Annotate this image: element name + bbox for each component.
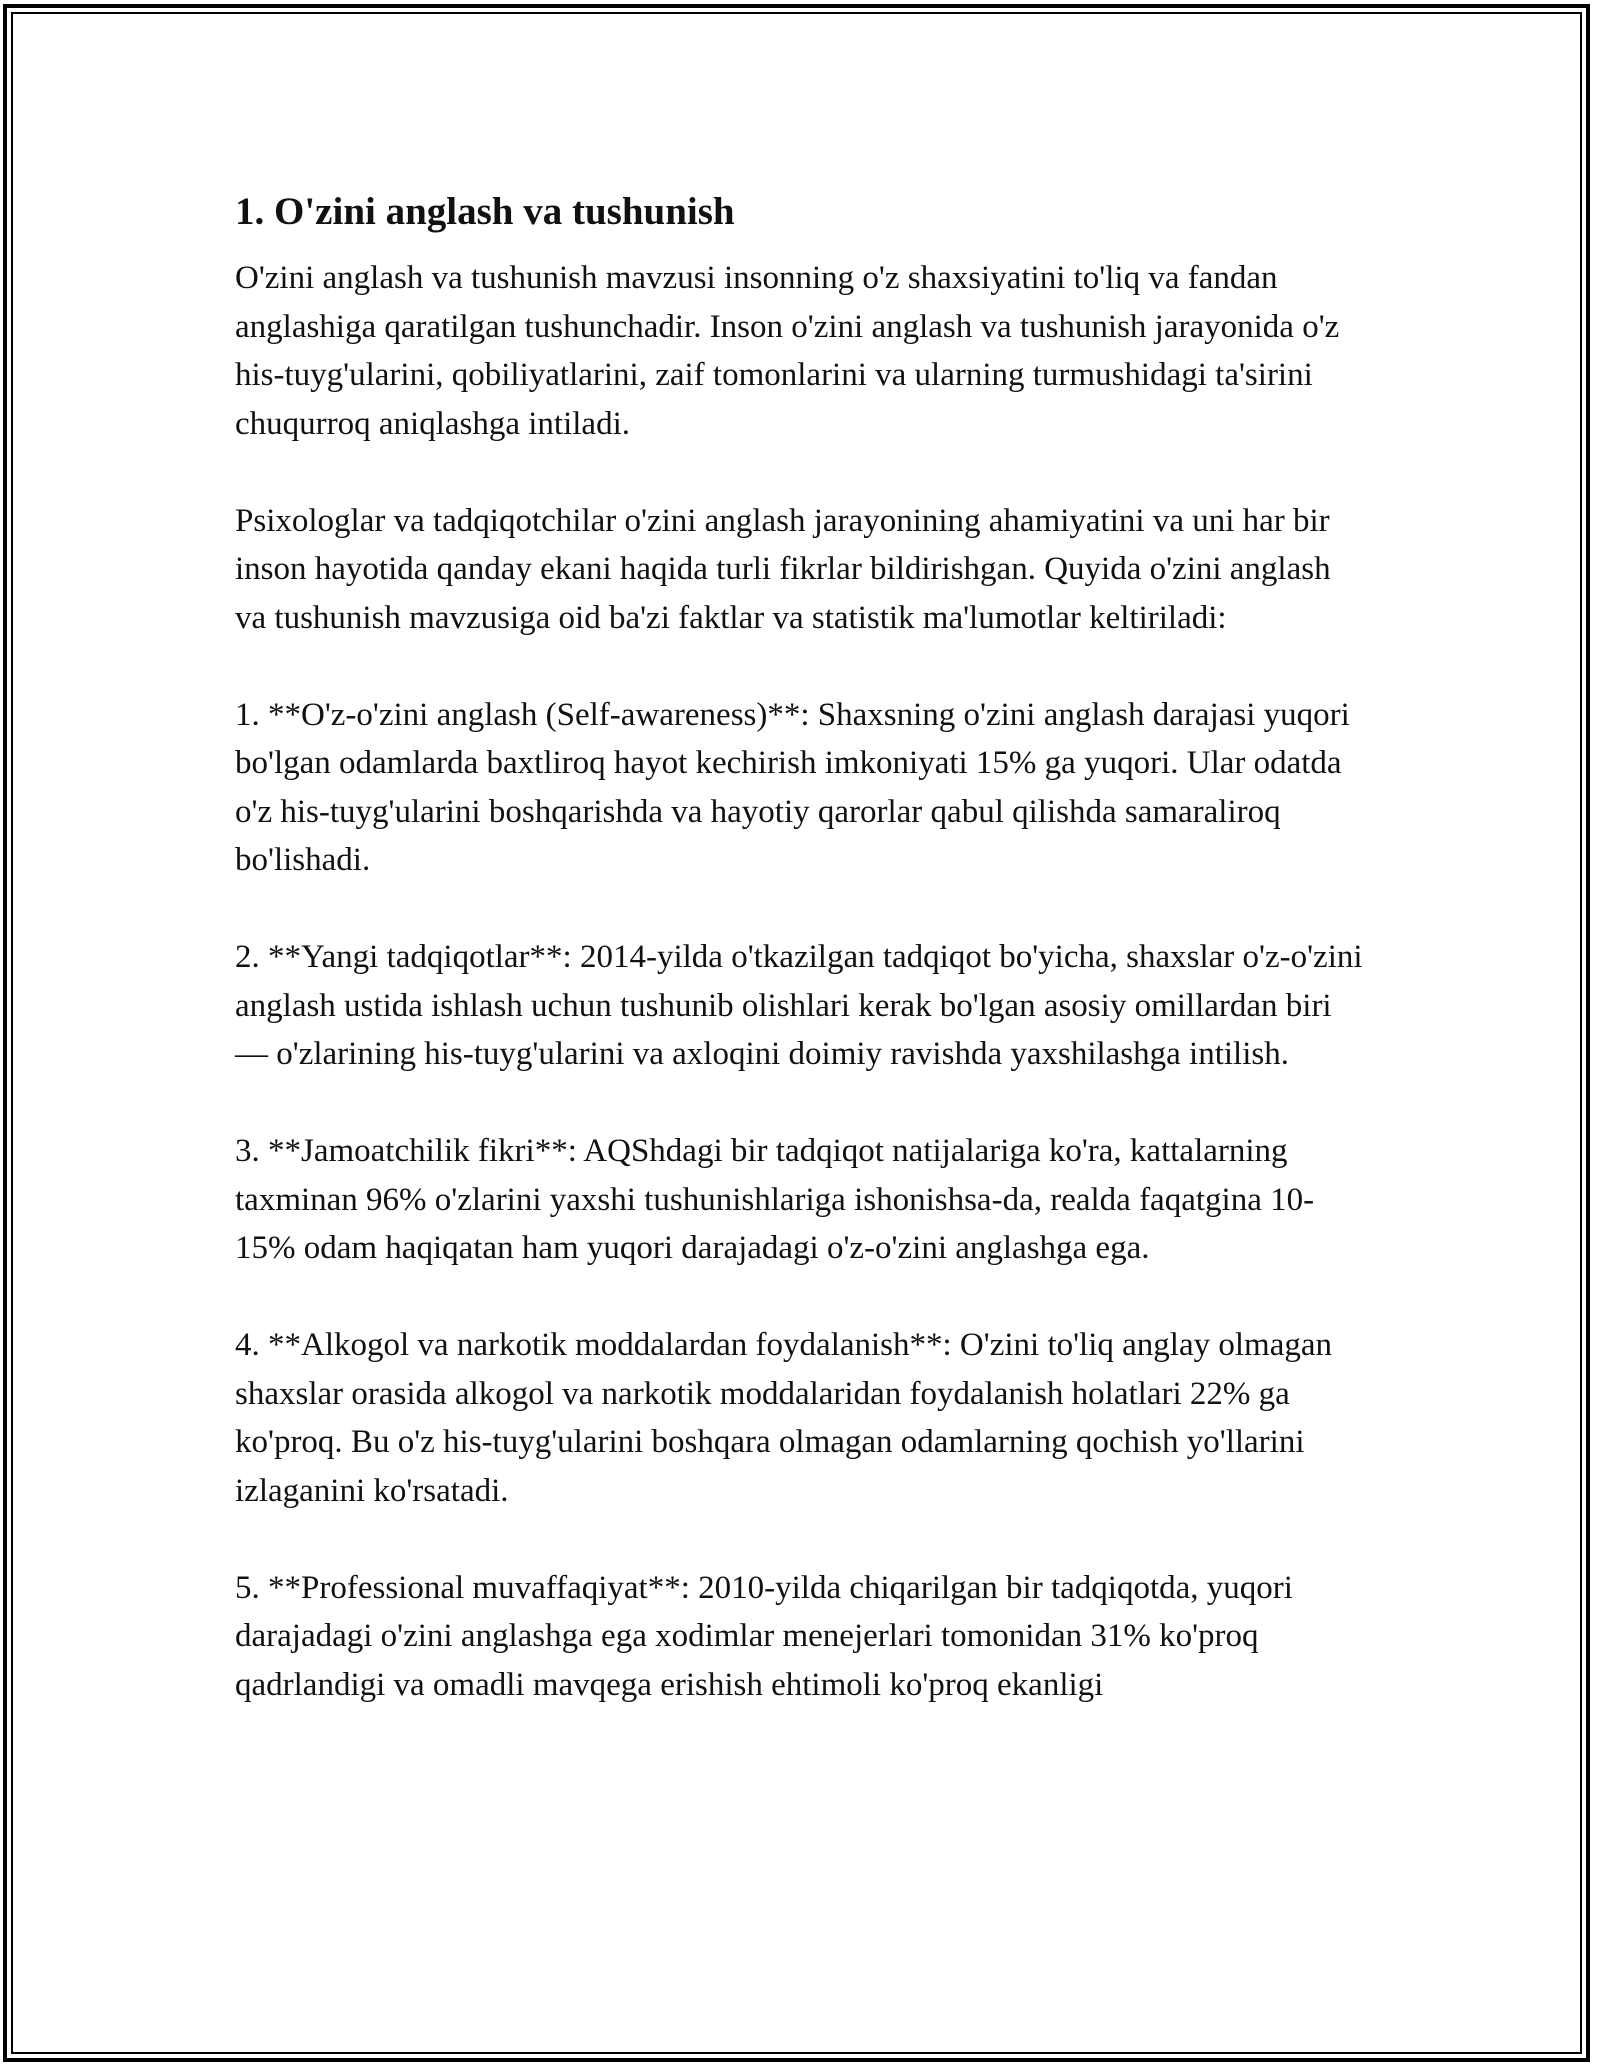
list-item-5: 5. **Professional muvaffaqiyat**: 2010-yilda chiqarilgan bir tadqiqotda, yuqori darajadagi o'zini anglashga ega xodimlar menejerlari tomonidan 31% ko'proq qadrlandigi va omadli mavqega erishish ehtimoli ko'proq ekanligi [235, 1569, 1293, 1703]
section-heading: 1. O'zini anglash va tushunish [235, 190, 735, 233]
list-item-2: 2. **Yangi tadqiqotlar**: 2014-yilda o'tkazilgan tadqiqot bo'yicha, shaxslar o'z-o'zini anglash ustida ishlash uchun tushunib olishlari kerak bo'lgan asosiy omillardan biri — o'zlarining his-tuyg'ularini va axloqini doimiy ravishda yaxshilashga intilish. [235, 939, 1363, 1072]
list-item-3: 3. **Jamoatchilik fikri**: AQShdagi bir tadqiqot natijalariga ko'ra, kattalarning taxminan 96% o'zlarini yaxshi tushunishlariga ishonishsa-da, realda faqatgina 10-15% odam haqiqatan ham yuqori darajadagi o'z-o'zini anglashga ega. [235, 1133, 1315, 1266]
document-body [235, 184, 1365, 1758]
paragraph-context: Psixologlar va tadqiqotchilar o'zini anglash jarayonining ahamiyatini va uni har bir inson hayotida qanday ekani haqida turli fikrlar bildirishgan. Quyida o'zini anglash va tushunish mavzusiga oid ba'zi faktlar va statistik ma'lumotlar keltiriladi: [235, 502, 1331, 636]
list-item-4: 4. **Alkogol va narkotik moddalardan foydalanish**: O'zini to'liq anglay olmagan shaxslar orasida alkogol va narkotik moddalaridan foydalanish holatlari 22% ga ko'proq. Bu o'z his-tuyg'ularini boshqara olmagan odamlarning qochish yo'llarini izlaganini ko'rsatadi. [235, 1327, 1332, 1509]
list-item-1: 1. **O'z-o'zini anglash (Self-awareness)**: Shaxsning o'zini anglash darajasi yuqori bo'lgan odamlarda baxtliroq hayot kechirish imkoniyati 15% ga yuqori. Ular odatda o'z his-tuyg'ularini boshqarishda va hayotiy qarorlar qabul qilishda samaraliroq bo'lishadi. [235, 696, 1350, 878]
paragraph-intro: O'zini anglash va tushunish mavzusi insonning o'z shaxsiyatini to'liq va fandan anglashiga qaratilgan tushunchadir. Inson o'zini anglash va tushunish jarayonida o'z his-tuyg'ularini, qobiliyatlarini, zaif tomonlarini va ularning turmushidagi ta'sirini chuqurroq aniqlashga intiladi. [235, 260, 1340, 442]
